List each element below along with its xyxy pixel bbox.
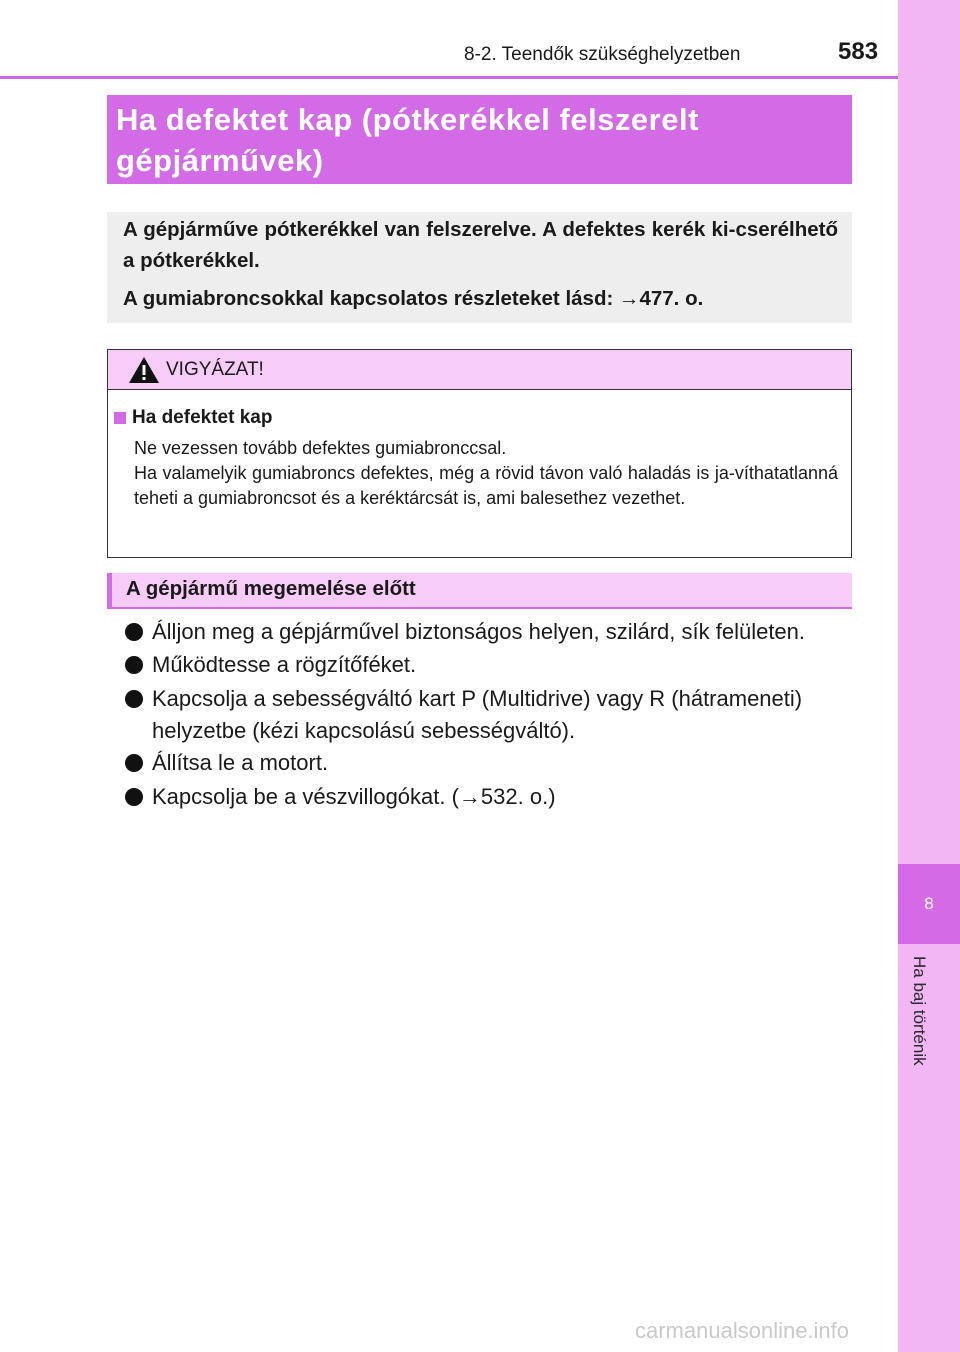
warning-header bbox=[108, 350, 851, 390]
bullet-dot-icon bbox=[125, 788, 143, 806]
warning-line-1: Ne vezessen tovább defektes gumiabronccsal. bbox=[134, 438, 507, 458]
intro-paragraph-2: A gumiabroncsokkal kapcsolatos részleteket lásd: →477. o. bbox=[123, 287, 704, 310]
warning-body bbox=[134, 436, 838, 511]
header-section-title: 8-2. Teendők szükséghelyzetben bbox=[464, 44, 741, 65]
warning-box bbox=[107, 349, 852, 558]
page-title-box bbox=[107, 95, 852, 184]
section-heading: A gépjármű megemelése előtt bbox=[126, 577, 416, 600]
chapter-number-tab bbox=[898, 864, 960, 944]
chapter-number: 8 bbox=[924, 894, 934, 913]
watermark: carmanualsonline.info bbox=[635, 1318, 850, 1343]
chapter-label: Ha baj történik bbox=[910, 956, 929, 1066]
list-item: Kapcsolja a sebességváltó kart P (Multidrive) vagy R (hátrameneti) helyzetbe (kézi kapcsolású sebességváltó). bbox=[125, 683, 855, 747]
page-number: 583 bbox=[838, 38, 879, 65]
header-divider bbox=[0, 76, 898, 79]
list-item: Működtesse a rögzítőféket. bbox=[125, 649, 855, 681]
bullet-dot-icon bbox=[125, 656, 143, 674]
bullet-dot-icon bbox=[125, 690, 143, 708]
list-item: Álljon meg a gépjárművel biztonságos helyen, szilárd, sík felületen. bbox=[125, 616, 855, 648]
warning-subtitle-text: Ha defektet kap bbox=[132, 407, 273, 428]
intro-box bbox=[107, 212, 852, 323]
warning-triangle-icon bbox=[128, 356, 160, 384]
list-item: Állítsa le a motort. bbox=[125, 747, 855, 779]
warning-subtitle bbox=[114, 407, 272, 429]
bullet-dot-icon bbox=[125, 754, 143, 772]
side-tab bbox=[898, 0, 960, 1352]
list-item: Kapcsolja be a vészvillogókat. (→532. o.) bbox=[125, 781, 855, 813]
bullet-dot-icon bbox=[125, 623, 143, 641]
square-bullet-icon bbox=[114, 412, 126, 424]
section-heading-box bbox=[107, 573, 852, 609]
warning-title: VIGYÁZAT! bbox=[166, 359, 264, 380]
warning-line-2: Ha valamelyik gumiabroncs defektes, még a rövid távon való haladás is ja-víthatatlanná teheti a gumiabroncsot és a keréktárcsát is, ami balesethez vezethet. bbox=[134, 463, 838, 508]
intro-paragraph-1: A gépjárműve pótkerékkel van felszerelve. A defektes kerék ki-cserélhető a pótkerékkel. bbox=[123, 218, 838, 272]
page-title: Ha defektet kap (pótkerékkel felszerelt gépjárművek) bbox=[116, 102, 699, 178]
